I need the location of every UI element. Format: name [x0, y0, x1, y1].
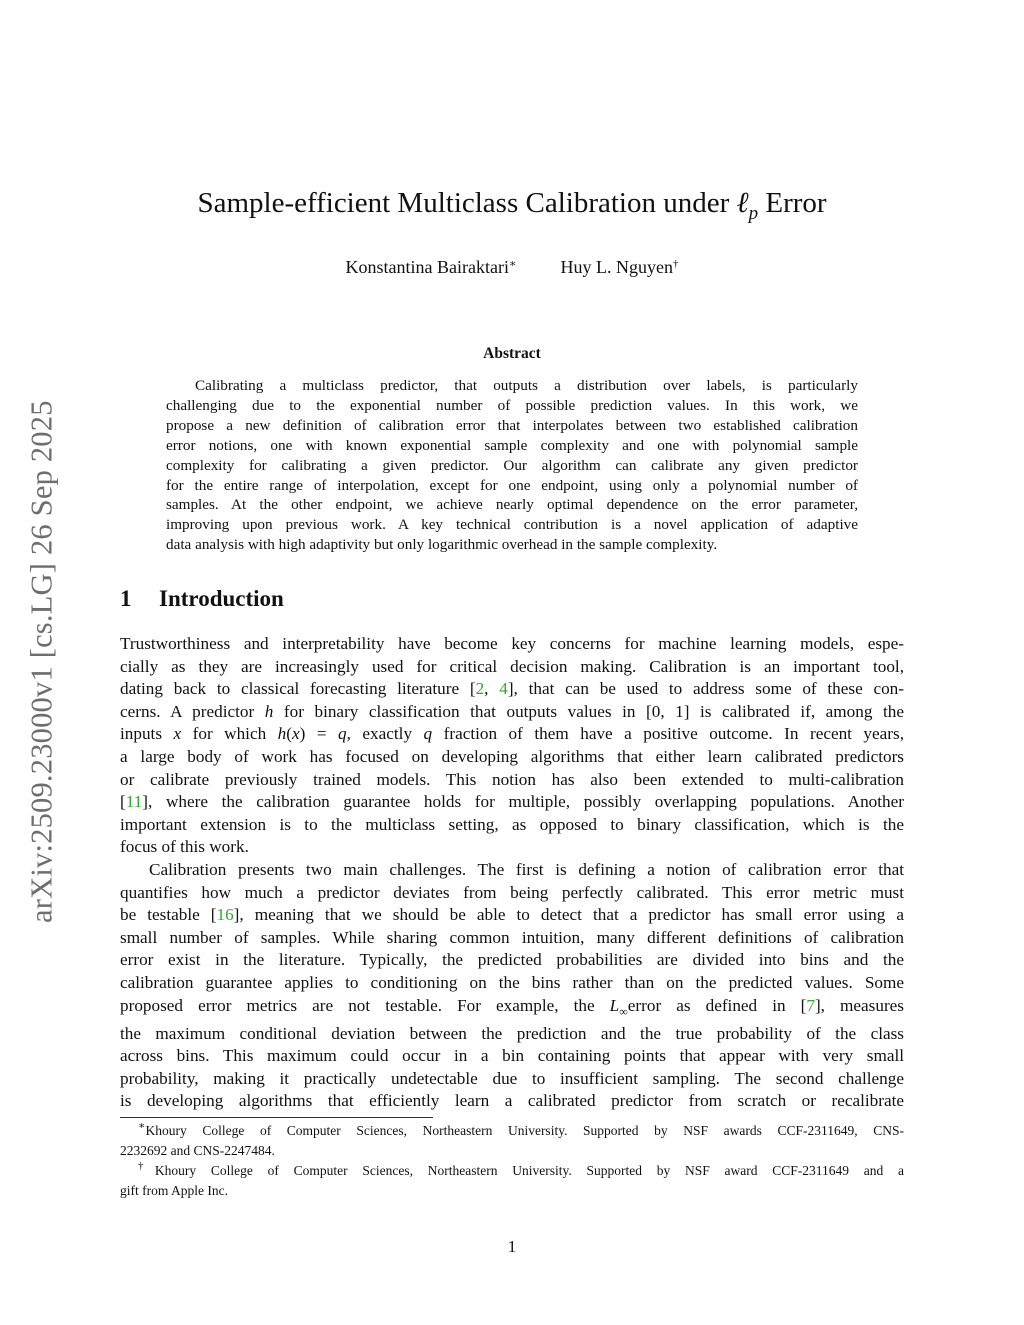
- abstract-heading: Abstract: [483, 345, 541, 362]
- abstract-line: for the entire range of interpolation, except for one endpoint, using only a polynomial number of: [166, 476, 858, 494]
- abstract-line: complexity for calibrating a given predictor. Our algorithm can calibrate any given predictor: [166, 456, 858, 474]
- arxiv-stamp: arXiv:2509.23000v1 [cs.LG] 26 Sep 2025: [24, 400, 59, 924]
- text-line: cerns. A predictor h for binary classification that outputs values in [0, 1] is calibrated if, among the: [120, 701, 904, 721]
- text-line: or calibrate previously trained models. This notion has also been extended to multi-calibration: [120, 769, 904, 789]
- citation-link[interactable]: 4: [499, 679, 508, 699]
- introduction-body: [120, 633, 904, 1113]
- text-line: proposed error metrics are not testable. For example, the $L_\infty error$ as defined in [7], measures: [120, 995, 904, 1018]
- page-number: 1: [507, 1237, 517, 1256]
- text-line: [11], where the calibration guarantee holds for multiple, possibly overlapping populations. Another: [120, 792, 904, 812]
- abstract-body: [166, 376, 858, 555]
- text-line: error exist in the literature. Typically, the predicted probabilities are divided into bins and the: [120, 950, 904, 970]
- title-ell: ℓ: [736, 187, 749, 219]
- author-1-mark[interactable]: ∗: [508, 258, 517, 270]
- text-line: be testable [16], meaning that we should be able to detect that a predictor has small error using a: [120, 905, 904, 925]
- citation-link[interactable]: 2: [475, 679, 485, 699]
- footnote-rule: [120, 1117, 433, 1118]
- section-number: 1: [120, 586, 132, 611]
- citation-link[interactable]: 11: [125, 792, 143, 812]
- text-line: small number of samples. While sharing common intuition, many different definitions of calibration: [120, 927, 904, 947]
- author-2: Huy L. Nguyen†: [560, 257, 679, 277]
- abstract-line: samples. At the other endpoint, we achieve nearly optimal dependence on the error parameter,: [166, 496, 858, 514]
- abstract-line: data analysis with high adaptivity but only logarithmic overhead in the sample complexity.: [166, 536, 718, 554]
- title-subscript: p: [748, 202, 759, 224]
- citation-link[interactable]: 7: [806, 995, 815, 1015]
- text-line: probability, making it practically undetectable due to insufficient sampling. The second challenge: [120, 1068, 904, 1088]
- author-1: Konstantina Bairaktari∗: [345, 257, 517, 277]
- footnote-line: 2232692 and CNS-2247484.: [120, 1143, 275, 1158]
- author-2-mark[interactable]: †: [672, 258, 679, 270]
- text-line: Calibration presents two main challenges. The first is defining a notion of calibration error that: [149, 859, 904, 879]
- text-line: is developing algorithms that efficiently learn a calibrated predictor from scratch or recalibrate: [120, 1091, 904, 1111]
- text-line: focus of this work.: [120, 837, 249, 857]
- text-line: Trustworthiness and interpretability have become key concerns for machine learning models, espe-: [120, 634, 904, 653]
- text-line: important extension is to the multiclass setting, as opposed to binary classification, which is the: [120, 814, 904, 834]
- text-line: calibration guarantee applies to conditioning on the bins rather than on the predicted values. Some: [120, 972, 904, 992]
- abstract-line: propose a new definition of calibration error that interpolates between two established calibration: [166, 416, 858, 434]
- text-line: quantifies how much a predictor deviates from being perfectly calibrated. This error metric must: [120, 882, 904, 902]
- abstract-line: error notions, one with known exponential sample complexity and one with polynomial sample: [166, 436, 858, 454]
- citation-link[interactable]: 16: [216, 905, 234, 925]
- footnote-mark: ∗: [138, 1120, 146, 1132]
- paper-title: [120, 183, 904, 234]
- text-line: dating back to classical forecasting literature [2, 4], that can be used to address some of these con-: [120, 679, 904, 699]
- author-list: [120, 255, 904, 279]
- section-title: Introduction: [159, 586, 284, 611]
- text-line: the maximum conditional deviation between the prediction and the true probability of the class: [120, 1023, 904, 1043]
- section-heading: [120, 586, 284, 612]
- footnote-line: gift from Apple Inc.: [120, 1183, 228, 1198]
- footnote-mark: †: [138, 1160, 155, 1172]
- footnote-line: †Khoury College of Computer Sciences, Northeastern University. Supported by NSF award CCF-2311649 and a: [138, 1160, 905, 1178]
- footnote-line: ∗Khoury College of Computer Sciences, Northeastern University. Supported by NSF awards CCF-2311649, CNS-: [138, 1120, 904, 1138]
- abstract-line: Calibrating a multiclass predictor, that outputs a distribution over labels, is particularly: [195, 377, 858, 394]
- text-line: across bins. This maximum could occur in a bin containing points that appear with very small: [120, 1046, 904, 1066]
- abstract-line: improving upon previous work. A key technical contribution is a novel application of adaptive: [166, 516, 858, 534]
- footnotes: [120, 1121, 904, 1201]
- text-line: cially as they are increasingly used for critical decision making. Calibration is an important tool,: [120, 656, 904, 676]
- title-text: Sample-efficient Multiclass Calibration under: [197, 187, 737, 219]
- title-end: Error: [758, 187, 827, 219]
- text-line: a large body of work has focused on developing algorithms that either learn calibrated predictors: [120, 746, 904, 766]
- abstract-line: challenging due to the exponential number of possible prediction values. In this work, we: [166, 396, 858, 414]
- text-line: inputs x for which h(x) = q, exactly q fraction of them have a positive outcome. In recent years,: [120, 724, 904, 744]
